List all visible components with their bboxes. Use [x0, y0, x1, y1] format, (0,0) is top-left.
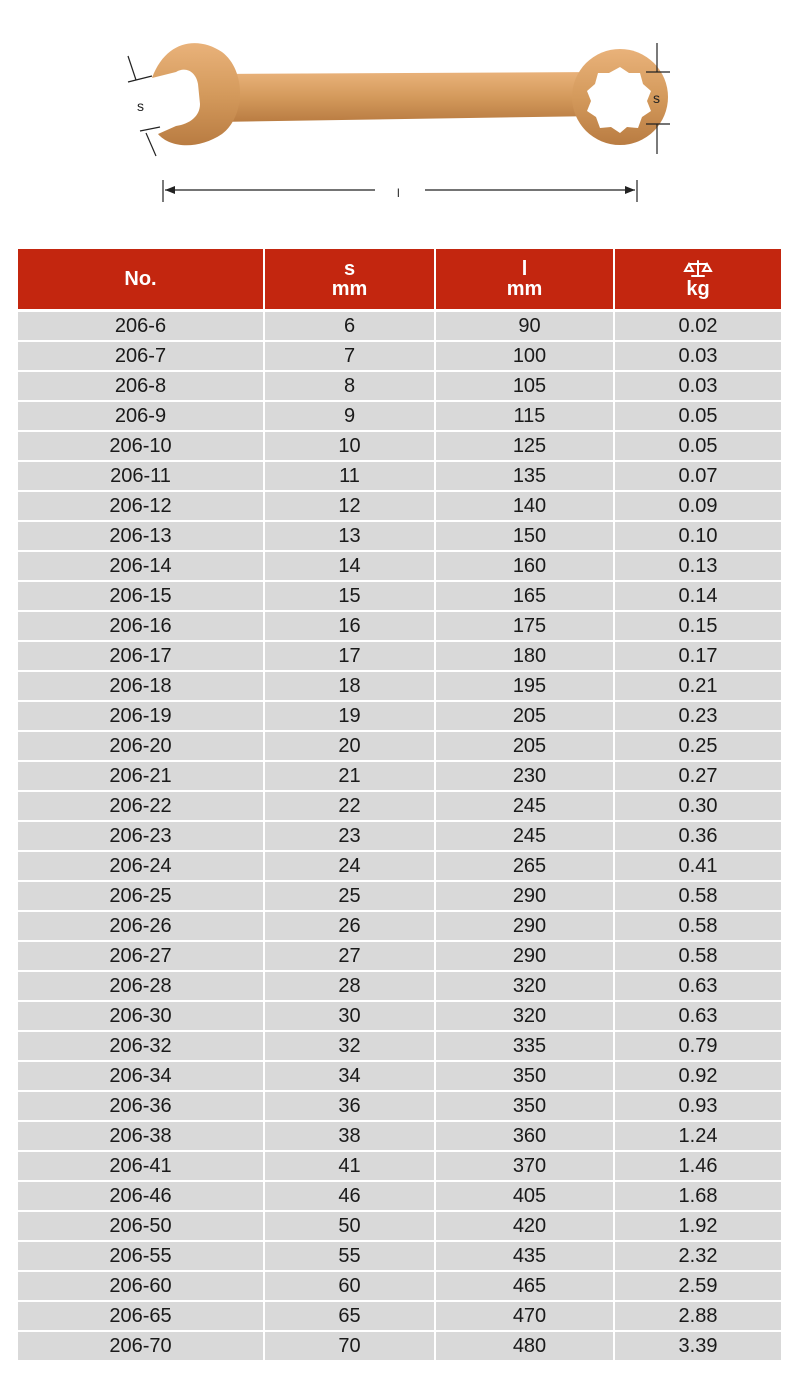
table-row	[18, 851, 781, 881]
cell-s: 7	[264, 341, 435, 371]
cell-kg: 0.03	[614, 341, 781, 371]
table-row	[18, 791, 781, 821]
table-row	[18, 701, 781, 731]
table-row	[18, 881, 781, 911]
ring-end-s-label: s	[653, 90, 660, 106]
cell-l: 290	[435, 881, 614, 911]
table-row	[18, 641, 781, 671]
cell-s: 6	[264, 311, 435, 342]
cell-l: 150	[435, 521, 614, 551]
cell-s: 20	[264, 731, 435, 761]
cell-l: 480	[435, 1331, 614, 1360]
cell-kg: 0.27	[614, 761, 781, 791]
cell-s: 30	[264, 1001, 435, 1031]
cell-kg: 0.63	[614, 971, 781, 1001]
cell-no: 206-12	[18, 491, 264, 521]
cell-kg: 0.07	[614, 461, 781, 491]
table-row	[18, 1151, 781, 1181]
cell-no: 206-24	[18, 851, 264, 881]
cell-l: 370	[435, 1151, 614, 1181]
cell-no: 206-46	[18, 1181, 264, 1211]
cell-l: 245	[435, 821, 614, 851]
cell-s: 22	[264, 791, 435, 821]
header-s	[264, 249, 435, 311]
table-row	[18, 311, 781, 342]
cell-l: 105	[435, 371, 614, 401]
header-l-unit: mm	[506, 278, 543, 300]
cell-l: 205	[435, 701, 614, 731]
cell-s: 25	[264, 881, 435, 911]
cell-l: 230	[435, 761, 614, 791]
cell-l: 100	[435, 341, 614, 371]
cell-no: 206-38	[18, 1121, 264, 1151]
cell-l: 265	[435, 851, 614, 881]
open-end-s-label: s	[137, 98, 144, 114]
table-row	[18, 581, 781, 611]
table-row	[18, 1091, 781, 1121]
cell-kg: 0.92	[614, 1061, 781, 1091]
cell-l: 320	[435, 1001, 614, 1031]
wrench-diagram	[0, 0, 790, 240]
table-row	[18, 671, 781, 701]
cell-s: 65	[264, 1301, 435, 1331]
cell-kg: 0.10	[614, 521, 781, 551]
cell-no: 206-70	[18, 1331, 264, 1360]
cell-s: 24	[264, 851, 435, 881]
cell-kg: 0.25	[614, 731, 781, 761]
cell-s: 26	[264, 911, 435, 941]
cell-no: 206-10	[18, 431, 264, 461]
table-row	[18, 941, 781, 971]
cell-no: 206-18	[18, 671, 264, 701]
table-row	[18, 1241, 781, 1271]
cell-kg: 1.46	[614, 1151, 781, 1181]
cell-no: 206-28	[18, 971, 264, 1001]
cell-kg: 0.58	[614, 881, 781, 911]
cell-l: 435	[435, 1241, 614, 1271]
cell-kg: 2.88	[614, 1301, 781, 1331]
cell-no: 206-34	[18, 1061, 264, 1091]
cell-no: 206-17	[18, 641, 264, 671]
table-row	[18, 551, 781, 581]
cell-l: 470	[435, 1301, 614, 1331]
table-row	[18, 1031, 781, 1061]
table-row	[18, 761, 781, 791]
cell-no: 206-14	[18, 551, 264, 581]
cell-l: 135	[435, 461, 614, 491]
cell-no: 206-60	[18, 1271, 264, 1301]
cell-kg: 0.41	[614, 851, 781, 881]
cell-no: 206-8	[18, 371, 264, 401]
spec-table	[18, 249, 781, 1360]
cell-l: 140	[435, 491, 614, 521]
cell-kg: 1.68	[614, 1181, 781, 1211]
cell-l: 125	[435, 431, 614, 461]
cell-s: 8	[264, 371, 435, 401]
cell-l: 195	[435, 671, 614, 701]
cell-kg: 0.21	[614, 671, 781, 701]
cell-l: 320	[435, 971, 614, 1001]
cell-no: 206-27	[18, 941, 264, 971]
cell-no: 206-32	[18, 1031, 264, 1061]
cell-l: 115	[435, 401, 614, 431]
table-row	[18, 1061, 781, 1091]
cell-no: 206-19	[18, 701, 264, 731]
cell-l: 175	[435, 611, 614, 641]
cell-s: 11	[264, 461, 435, 491]
cell-no: 206-6	[18, 311, 264, 342]
cell-kg: 1.92	[614, 1211, 781, 1241]
cell-kg: 0.09	[614, 491, 781, 521]
cell-kg: 0.15	[614, 611, 781, 641]
cell-s: 55	[264, 1241, 435, 1271]
header-no: No.	[18, 249, 264, 311]
cell-no: 206-20	[18, 731, 264, 761]
cell-s: 10	[264, 431, 435, 461]
cell-kg: 0.05	[614, 401, 781, 431]
header-weight	[614, 249, 781, 311]
cell-no: 206-7	[18, 341, 264, 371]
cell-s: 34	[264, 1061, 435, 1091]
cell-s: 38	[264, 1121, 435, 1151]
cell-no: 206-15	[18, 581, 264, 611]
cell-no: 206-55	[18, 1241, 264, 1271]
cell-l: 405	[435, 1181, 614, 1211]
table-row	[18, 341, 781, 371]
cell-no: 206-13	[18, 521, 264, 551]
cell-l: 90	[435, 311, 614, 342]
cell-l: 165	[435, 581, 614, 611]
cell-l: 335	[435, 1031, 614, 1061]
cell-s: 13	[264, 521, 435, 551]
header-l-label: l	[521, 258, 528, 280]
cell-no: 206-16	[18, 611, 264, 641]
cell-no: 206-50	[18, 1211, 264, 1241]
cell-kg: 0.14	[614, 581, 781, 611]
cell-s: 32	[264, 1031, 435, 1061]
cell-no: 206-36	[18, 1091, 264, 1121]
cell-s: 18	[264, 671, 435, 701]
cell-l: 420	[435, 1211, 614, 1241]
cell-no: 206-21	[18, 761, 264, 791]
cell-kg: 0.36	[614, 821, 781, 851]
cell-l: 205	[435, 731, 614, 761]
cell-kg: 1.24	[614, 1121, 781, 1151]
cell-s: 9	[264, 401, 435, 431]
scale-icon	[683, 260, 713, 278]
cell-kg: 0.58	[614, 941, 781, 971]
cell-s: 41	[264, 1151, 435, 1181]
cell-s: 19	[264, 701, 435, 731]
cell-s: 21	[264, 761, 435, 791]
cell-no: 206-26	[18, 911, 264, 941]
wrench-icon	[152, 43, 668, 145]
table-row	[18, 821, 781, 851]
cell-l: 465	[435, 1271, 614, 1301]
cell-kg: 0.17	[614, 641, 781, 671]
cell-kg: 0.13	[614, 551, 781, 581]
cell-kg: 2.59	[614, 1271, 781, 1301]
table-row	[18, 731, 781, 761]
cell-s: 60	[264, 1271, 435, 1301]
table-row	[18, 1001, 781, 1031]
cell-s: 70	[264, 1331, 435, 1360]
cell-no: 206-25	[18, 881, 264, 911]
cell-kg: 0.05	[614, 431, 781, 461]
table-row	[18, 911, 781, 941]
header-weight-unit: kg	[686, 277, 710, 300]
table-header-row	[18, 249, 781, 311]
cell-l: 350	[435, 1091, 614, 1121]
header-l	[435, 249, 614, 311]
cell-l: 180	[435, 641, 614, 671]
cell-kg: 0.58	[614, 911, 781, 941]
table-row	[18, 521, 781, 551]
table-row	[18, 1181, 781, 1211]
cell-s: 17	[264, 641, 435, 671]
cell-kg: 0.02	[614, 311, 781, 342]
cell-s: 15	[264, 581, 435, 611]
cell-s: 16	[264, 611, 435, 641]
table-row	[18, 371, 781, 401]
table-row	[18, 401, 781, 431]
cell-s: 27	[264, 941, 435, 971]
table-row	[18, 491, 781, 521]
table-row	[18, 1331, 781, 1360]
cell-kg: 0.03	[614, 371, 781, 401]
cell-l: 290	[435, 911, 614, 941]
table-row	[18, 1121, 781, 1151]
cell-kg: 0.93	[614, 1091, 781, 1121]
cell-s: 14	[264, 551, 435, 581]
table-row	[18, 461, 781, 491]
cell-no: 206-65	[18, 1301, 264, 1331]
cell-kg: 0.23	[614, 701, 781, 731]
cell-l: 350	[435, 1061, 614, 1091]
table-row	[18, 431, 781, 461]
cell-s: 12	[264, 491, 435, 521]
table-row	[18, 1211, 781, 1241]
cell-l: 160	[435, 551, 614, 581]
cell-s: 50	[264, 1211, 435, 1241]
cell-kg: 3.39	[614, 1331, 781, 1360]
table-row	[18, 1301, 781, 1331]
cell-kg: 0.30	[614, 791, 781, 821]
length-l-label: l	[397, 186, 400, 200]
cell-no: 206-41	[18, 1151, 264, 1181]
cell-l: 245	[435, 791, 614, 821]
cell-kg: 0.63	[614, 1001, 781, 1031]
cell-no: 206-22	[18, 791, 264, 821]
cell-no: 206-30	[18, 1001, 264, 1031]
table-row	[18, 1271, 781, 1301]
table-row	[18, 611, 781, 641]
cell-s: 23	[264, 821, 435, 851]
header-s-label: s	[343, 258, 356, 280]
cell-l: 360	[435, 1121, 614, 1151]
table-row	[18, 971, 781, 1001]
cell-kg: 2.32	[614, 1241, 781, 1271]
cell-l: 290	[435, 941, 614, 971]
cell-kg: 0.79	[614, 1031, 781, 1061]
cell-no: 206-11	[18, 461, 264, 491]
cell-no: 206-9	[18, 401, 264, 431]
cell-no: 206-23	[18, 821, 264, 851]
cell-s: 36	[264, 1091, 435, 1121]
header-s-unit: mm	[331, 278, 368, 300]
cell-s: 46	[264, 1181, 435, 1211]
cell-s: 28	[264, 971, 435, 1001]
